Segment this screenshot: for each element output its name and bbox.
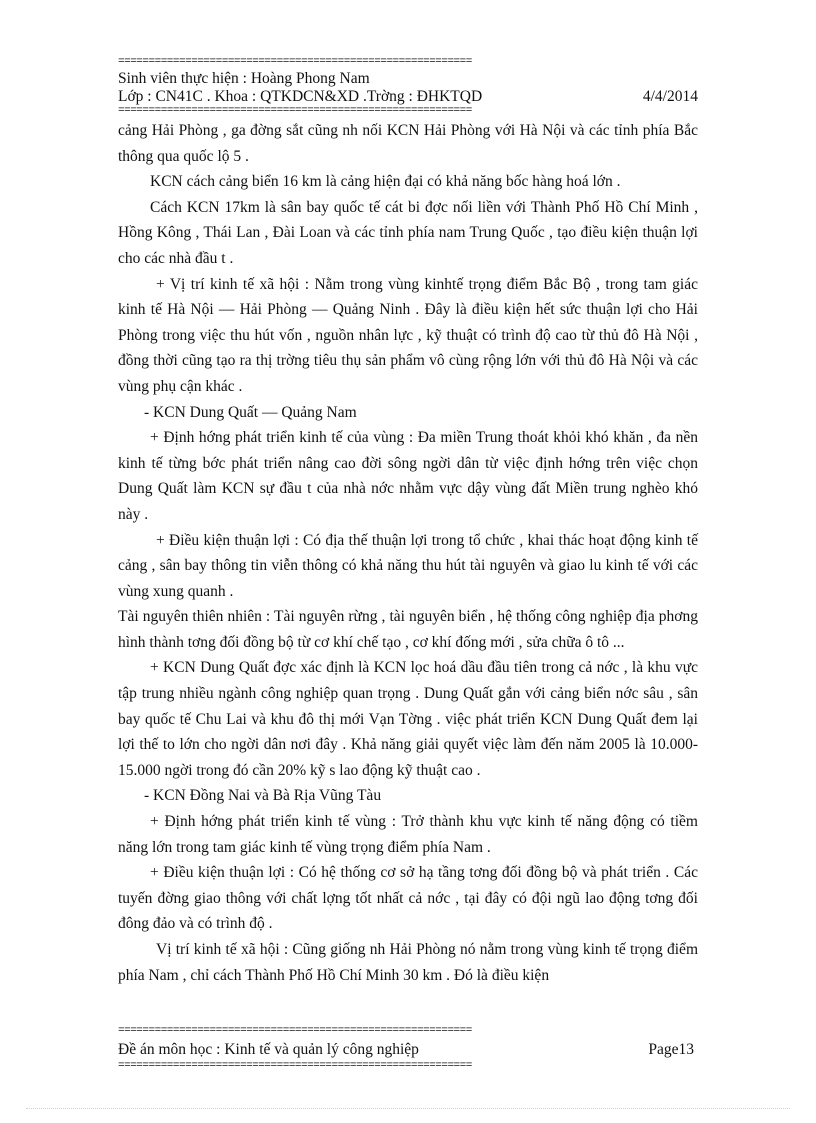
body-paragraph: + KCN Dung Quất đợc xác định là KCN lọc hoá dầu đầu tiên trong cả nớc , là khu vực tập trung nhiều ngành công nghiệp quan trọng . Dung Quất gắn với cảng biển nớc sâu , sân bay quốc tế Chu Lai và khu đô thị mới Vạn Tờng . việc phát triển KCN Dung Quất đem lại lợi thế to lớn cho ngời dân nơi đây . Khả năng giải quyết việc làm đến năm 2005 là 10.000-15.000 ngời trong đó cần 20% kỹ s lao động kỹ thuật cao . xyxy=(118,659,698,779)
body-paragraph: - KCN Dung Quất — Quảng Nam xyxy=(144,403,357,421)
document-body xyxy=(118,118,698,988)
body-paragraph: + Vị trí kinh tế xã hội : Nằm trong vùng kinhtế trọng điểm Bắc Bộ , trong tam giác kinh tế Hà Nội — Hải Phòng — Quảng Ninh . Đây là điều kiện hết sức thuận lợi cho Hải Phòng trong việc thu hút vốn , nguồn nhân lực , kỹ thuật có trình độ cao từ thủ đô Hà Nội , đồng thời cũng tạo ra thị trờng tiêu thụ sản phẩm vô cùng rộng lớn với thủ đô Hà Nội và các vùng phụ cận khác . xyxy=(118,275,698,395)
body-paragraph: + Định hớng phát triển kinh tế của vùng : Đa miền Trung thoát khỏi khó khăn , đa nền kinh tế từng bớc phát triển nâng cao đời sông ngời dân từ việc định hớng trên việc chọn Dung Quất làm KCN sự đầu t của nhà nớc nhằm vực dậy vùng đất Miền trung nghèo khó này . xyxy=(118,429,698,523)
body-paragraph: cảng Hải Phòng , ga đờng sắt cũng nh nối KCN Hải Phòng với Hà Nội và các tỉnh phía Bắc thông qua quốc lộ 5 . xyxy=(118,122,698,165)
header-rule-top: ========================================================== xyxy=(118,58,472,66)
footer-rule-bottom: ========================================================== xyxy=(118,1062,472,1070)
header-class-text: Lớp : CN41C . Khoa : QTKDCN&XD .Trờng : ĐHKTQD xyxy=(118,88,483,105)
body-paragraph: + Định hớng phát triển kinh tế vùng : Trở thành khu vực kinh tế năng động có tiềm năng lớn trong tam giác kinh tế vùng trọng điểm phía Nam . xyxy=(118,813,698,856)
header-student-line: Sinh viên thực hiện : Hoàng Phong Nam xyxy=(118,70,370,87)
body-paragraph: KCN cách cảng biển 16 km là cảng hiện đại có khả năng bốc hàng hoá lớn . xyxy=(150,173,621,191)
body-paragraph: Tài nguyên thiên nhiên : Tài nguyên rừng , tài nguyên biển , hệ thống công nghiệp địa phơng hình thành tơng đối đồng bộ từ cơ khí chế tạo , cơ khí đống mới , sửa chữa ô tô ... xyxy=(118,608,698,651)
footer-line xyxy=(118,1041,694,1059)
body-paragraph: - KCN Đồng Nai và Bà Rịa Vũng Tàu xyxy=(144,787,382,805)
header-class-line xyxy=(118,88,698,106)
body-paragraph: + Điều kiện thuận lợi : Có hệ thống cơ sở hạ tầng tơng đối đồng bộ và phát triển . Các tuyến đờng giao thông với chất lợng tốt nhất cả nớc , tại đây có đội ngũ lao động tơng đối đông đảo và có trình độ . xyxy=(118,864,698,933)
body-paragraph: + Điều kiện thuận lợi : Có địa thế thuận lợi trong tổ chức , khai thác hoạt động kinh tế cảng , sân bay thông tin viễn thông có khả năng thu hút tài nguyên và giao lu kinh tế với các vùng xung quanh . xyxy=(118,531,698,600)
header-date: 4/4/2014 xyxy=(642,88,698,105)
page-edge-divider xyxy=(26,1108,790,1109)
body-paragraph: Cách KCN 17km là sân bay quốc tế cát bi đợc nối liền với Thành Phố Hồ Chí Minh , Hồng Kông , Thái Lan , Đài Loan và các tỉnh phía nam Trung Quốc , tạo điều kiện thuận lợi cho các nhà đầu t . xyxy=(118,198,698,267)
page-number: Page13 xyxy=(648,1041,694,1058)
header-rule-bottom: ========================================================== xyxy=(118,107,472,115)
body-paragraph: Vị trí kinh tế xã hội : Cũng giống nh Hải Phòng nó nằm trong vùng kinh tế trọng điểm phía Nam , chỉ cách Thành Phố Hồ Chí Minh 30 km . Đó là điều kiện xyxy=(118,941,698,984)
footer-rule-top: ========================================================== xyxy=(118,1027,472,1035)
footer-title: Đề án môn học : Kinh tế và quản lý công nghiệp xyxy=(118,1041,419,1058)
